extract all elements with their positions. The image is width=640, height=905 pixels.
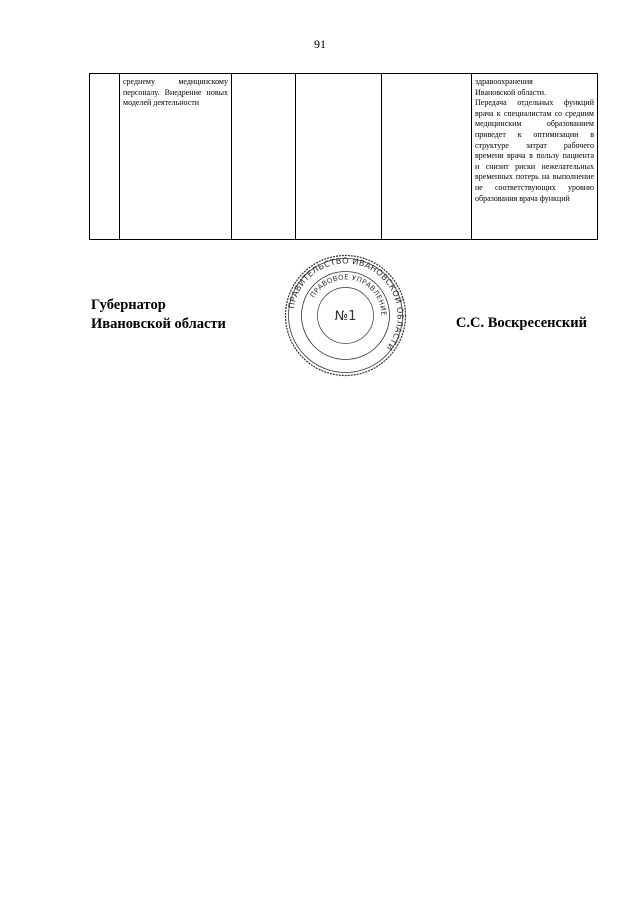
seal-ring-text-path: ПРАВИТЕЛЬСТВО ИВАНОВСКОЙ ОБЛАСТИ bbox=[285, 255, 406, 353]
table-cell-result bbox=[472, 74, 598, 240]
table-row bbox=[90, 74, 598, 240]
table-cell-measure bbox=[120, 74, 232, 240]
signature-position-line2: Ивановской области bbox=[91, 316, 226, 332]
table-cell-deadline bbox=[232, 74, 296, 240]
signature-position-line1: Губернатор bbox=[91, 297, 166, 313]
result-line-2: Ивановской области. bbox=[475, 87, 547, 97]
result-line-3: Передача отдельных функций врача к специалистам со средним медицинским образованием приведет к оптимизации в структуре затрат рабочего времени врача в пользу пациента и снизит риски нежелательных временных потерь на выполнение не соответствующих уровню образования врача функций bbox=[475, 98, 594, 203]
official-seal bbox=[284, 254, 407, 377]
seal-number: №1 bbox=[334, 309, 357, 324]
table-cell-responsible bbox=[296, 74, 382, 240]
table-cell-number bbox=[90, 74, 120, 240]
signature-position bbox=[91, 296, 226, 334]
page-number: 91 bbox=[314, 37, 326, 51]
seal-inner-text-path: ПРАВОВОЕ УПРАВЛЕНИЕ bbox=[308, 273, 388, 317]
signature-name: С.С. Воскресенский bbox=[455, 315, 587, 331]
result-line-1: здравоохранения bbox=[475, 77, 533, 86]
measure-text: среднему медицинскому персоналу. Внедрение новых моделей деятельности bbox=[123, 77, 228, 108]
table-cell-funding bbox=[382, 74, 472, 240]
continuation-table bbox=[89, 73, 598, 240]
